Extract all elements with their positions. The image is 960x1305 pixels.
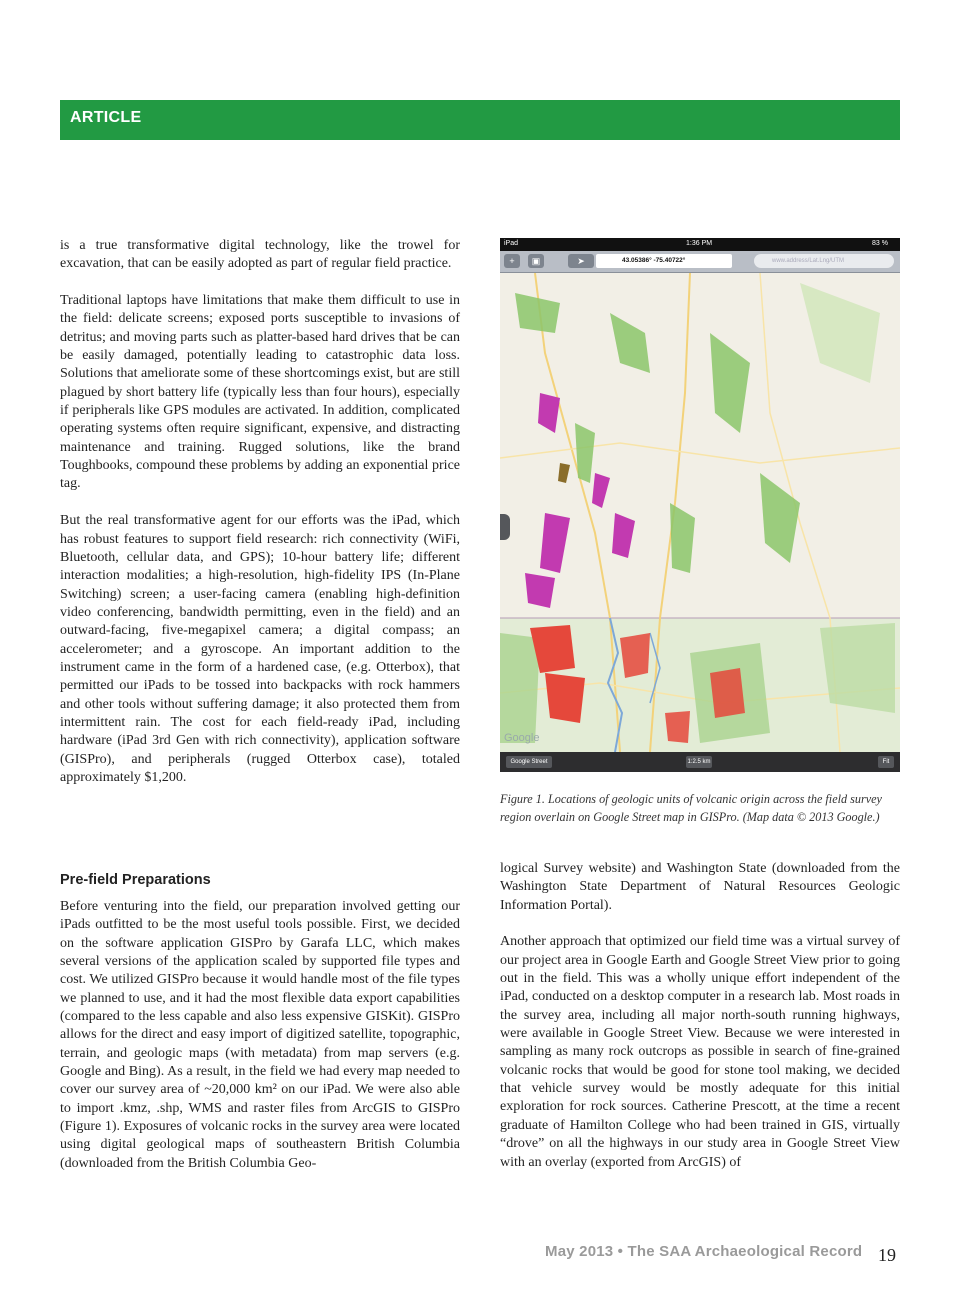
left-column-bottom: [60, 871, 460, 1173]
app-bottom-bar: [500, 752, 900, 772]
paragraph: But the real transformative agent for our efforts was the iPad, which has robust features to support field research: rich connectivity (WiFi, Bluetooth, cellular data, and GPS); 10-hour battery life; different interaction modalities; a high-resolution, high-fidelity IPS (In-Plane Switching) screen; a user-facing camera (enabling high-definition video conferencing, bandwidth permitting, even in the field) and an outward-facing, five-megapixel camera; a digital compass; an accelerometer; and a gyroscope. An important addition to the instrument came in the form of a hardened case, (e.g. Otterbox), that permitted our iPads to be tossed into backpacks with rock hammers and other tools without suffering damage; it also protected them from intermittent rain. The cost for each field-ready iPad, including hardware (iPad 3rd Gen with rich connectivity), application software (GISPro), and peripherals (rugged Otterbox case), totaled approximately $1,200.: [60, 513, 460, 785]
search-input[interactable]: www.address/Lat.Lng/UTM: [754, 254, 894, 268]
volcanic-unit-red: [710, 668, 745, 718]
status-time: 1:36 PM: [686, 240, 713, 247]
figure-caption: Figure 1. Locations of geologic units of volcanic origin across the field survey region overlain on Google Street map in GISPro. (Map data © 2013 Google.): [500, 792, 882, 824]
ipad-status-bar: [500, 238, 900, 251]
section-heading: Pre-field Preparations: [60, 872, 211, 888]
device-label: iPad: [504, 240, 519, 247]
location-arrow-icon[interactable]: ➤: [568, 254, 594, 268]
figure-ipad-screenshot: [500, 238, 900, 772]
paragraph: Another approach that optimized our field time was a virtual survey of our project area in Google Earth and Google Street View prior to going out in the field. This was a wholly unique effort independent of the iPad, conducted on a desktop computer in a research lab. Most roads in the survey area, including all major north-south running highways, were available in Google Street View. Because we were interested in sampling as many rock outcrops as possible in search of fine-grained volcanic rocks that would be good for stone tool making, we decided that vehicle survey would be mostly adequate for this initial exploration for rock sources. Catherine Prescott, at the time a recent graduate of Hamilton College who had been trained in GIS, virtually “drove” on all the highways in our study area in Google Street View with an overlay (exported from ArcGIS) of: [500, 934, 900, 1170]
battery-level: 83 %: [872, 240, 888, 247]
drawer-handle[interactable]: [500, 514, 510, 540]
paragraph: Traditional laptops have limitations that make them difficult to use in the field: delicate screens; exposed ports susceptible to invasions of detritus; and moving parts such as platter-based hard drives that be can be easily damaged, potentially leading to catastrophic data loss. Solutions that ameliorate some of these shortcomings exist, but are still plagued by short battery life (typically less than four hours), especially if peripherals like GPS modules are activated. In addition, complicated operating systems often require significant, expensive, and distracting maintenance and training. Rugged solutions, like the brand Toughbooks, compound these problems by adding an exponential price tag.: [60, 293, 460, 492]
paragraph: is a true transformative digital technology, like the trowel for excavation, that can be easily adopted as part of regular field practice.: [60, 238, 460, 272]
volcanic-unit: [525, 573, 555, 608]
app-toolbar: [500, 251, 900, 273]
right-column-bottom: [500, 860, 900, 1172]
left-column-top: [60, 237, 460, 787]
park-area: [500, 633, 540, 743]
page-number: 19: [878, 1245, 896, 1265]
add-button[interactable]: +: [504, 254, 520, 268]
paragraph: Before venturing into the field, our preparation involved getting our iPads outfitted to be the most useful tools possible. First, we decided on the software application GISPro by Garafa LLC, which makes several versions of the application scaled by supported file types and cost. We utilized GISPro because it would handle most of the file types we planned to use, and it had the most flexible data export capabilities (compared to the less capable and also less expensive GISKit). GISPro allows for the direct and easy import of digitized satellite, topographic, terrain, and geologic maps (with metadata) from map servers (e.g. Google and Bing). As a result, in the field we had every map needed to cover our survey area of ~20,000 km² on our iPad. We were also able to import .kmz, .shp, WMS and raster files from ArcGIS to GISPro (Figure 1). Exposures of volcanic rocks in the survey area were located using digital geological maps of southeastern British Columbia (downloaded from the British Columbia Geo-: [60, 899, 460, 1171]
paragraph: logical Survey website) and Washington State (downloaded from the Washington State Department of Natural Resources Geologic Information Portal).: [500, 861, 900, 913]
coordinates-display[interactable]: 43.05386° -75.40722°: [596, 254, 732, 268]
footer-journal-title: May 2013 • The SAA Archaeological Record: [545, 1243, 863, 1260]
volcanic-unit-red: [545, 673, 585, 723]
volcanic-unit-red: [665, 711, 690, 743]
scale-button[interactable]: 1:2.5 km: [686, 756, 712, 768]
section-banner: [60, 100, 900, 140]
geologic-map[interactable]: [500, 273, 900, 752]
layers-icon[interactable]: ▣: [528, 254, 544, 268]
google-logo: Google: [504, 732, 540, 744]
section-label: ARTICLE: [70, 109, 142, 126]
fit-button[interactable]: Fit: [878, 756, 894, 768]
map-type-button[interactable]: Google Street: [506, 756, 552, 768]
park-area: [820, 623, 895, 713]
volcanic-unit-red: [620, 633, 650, 678]
